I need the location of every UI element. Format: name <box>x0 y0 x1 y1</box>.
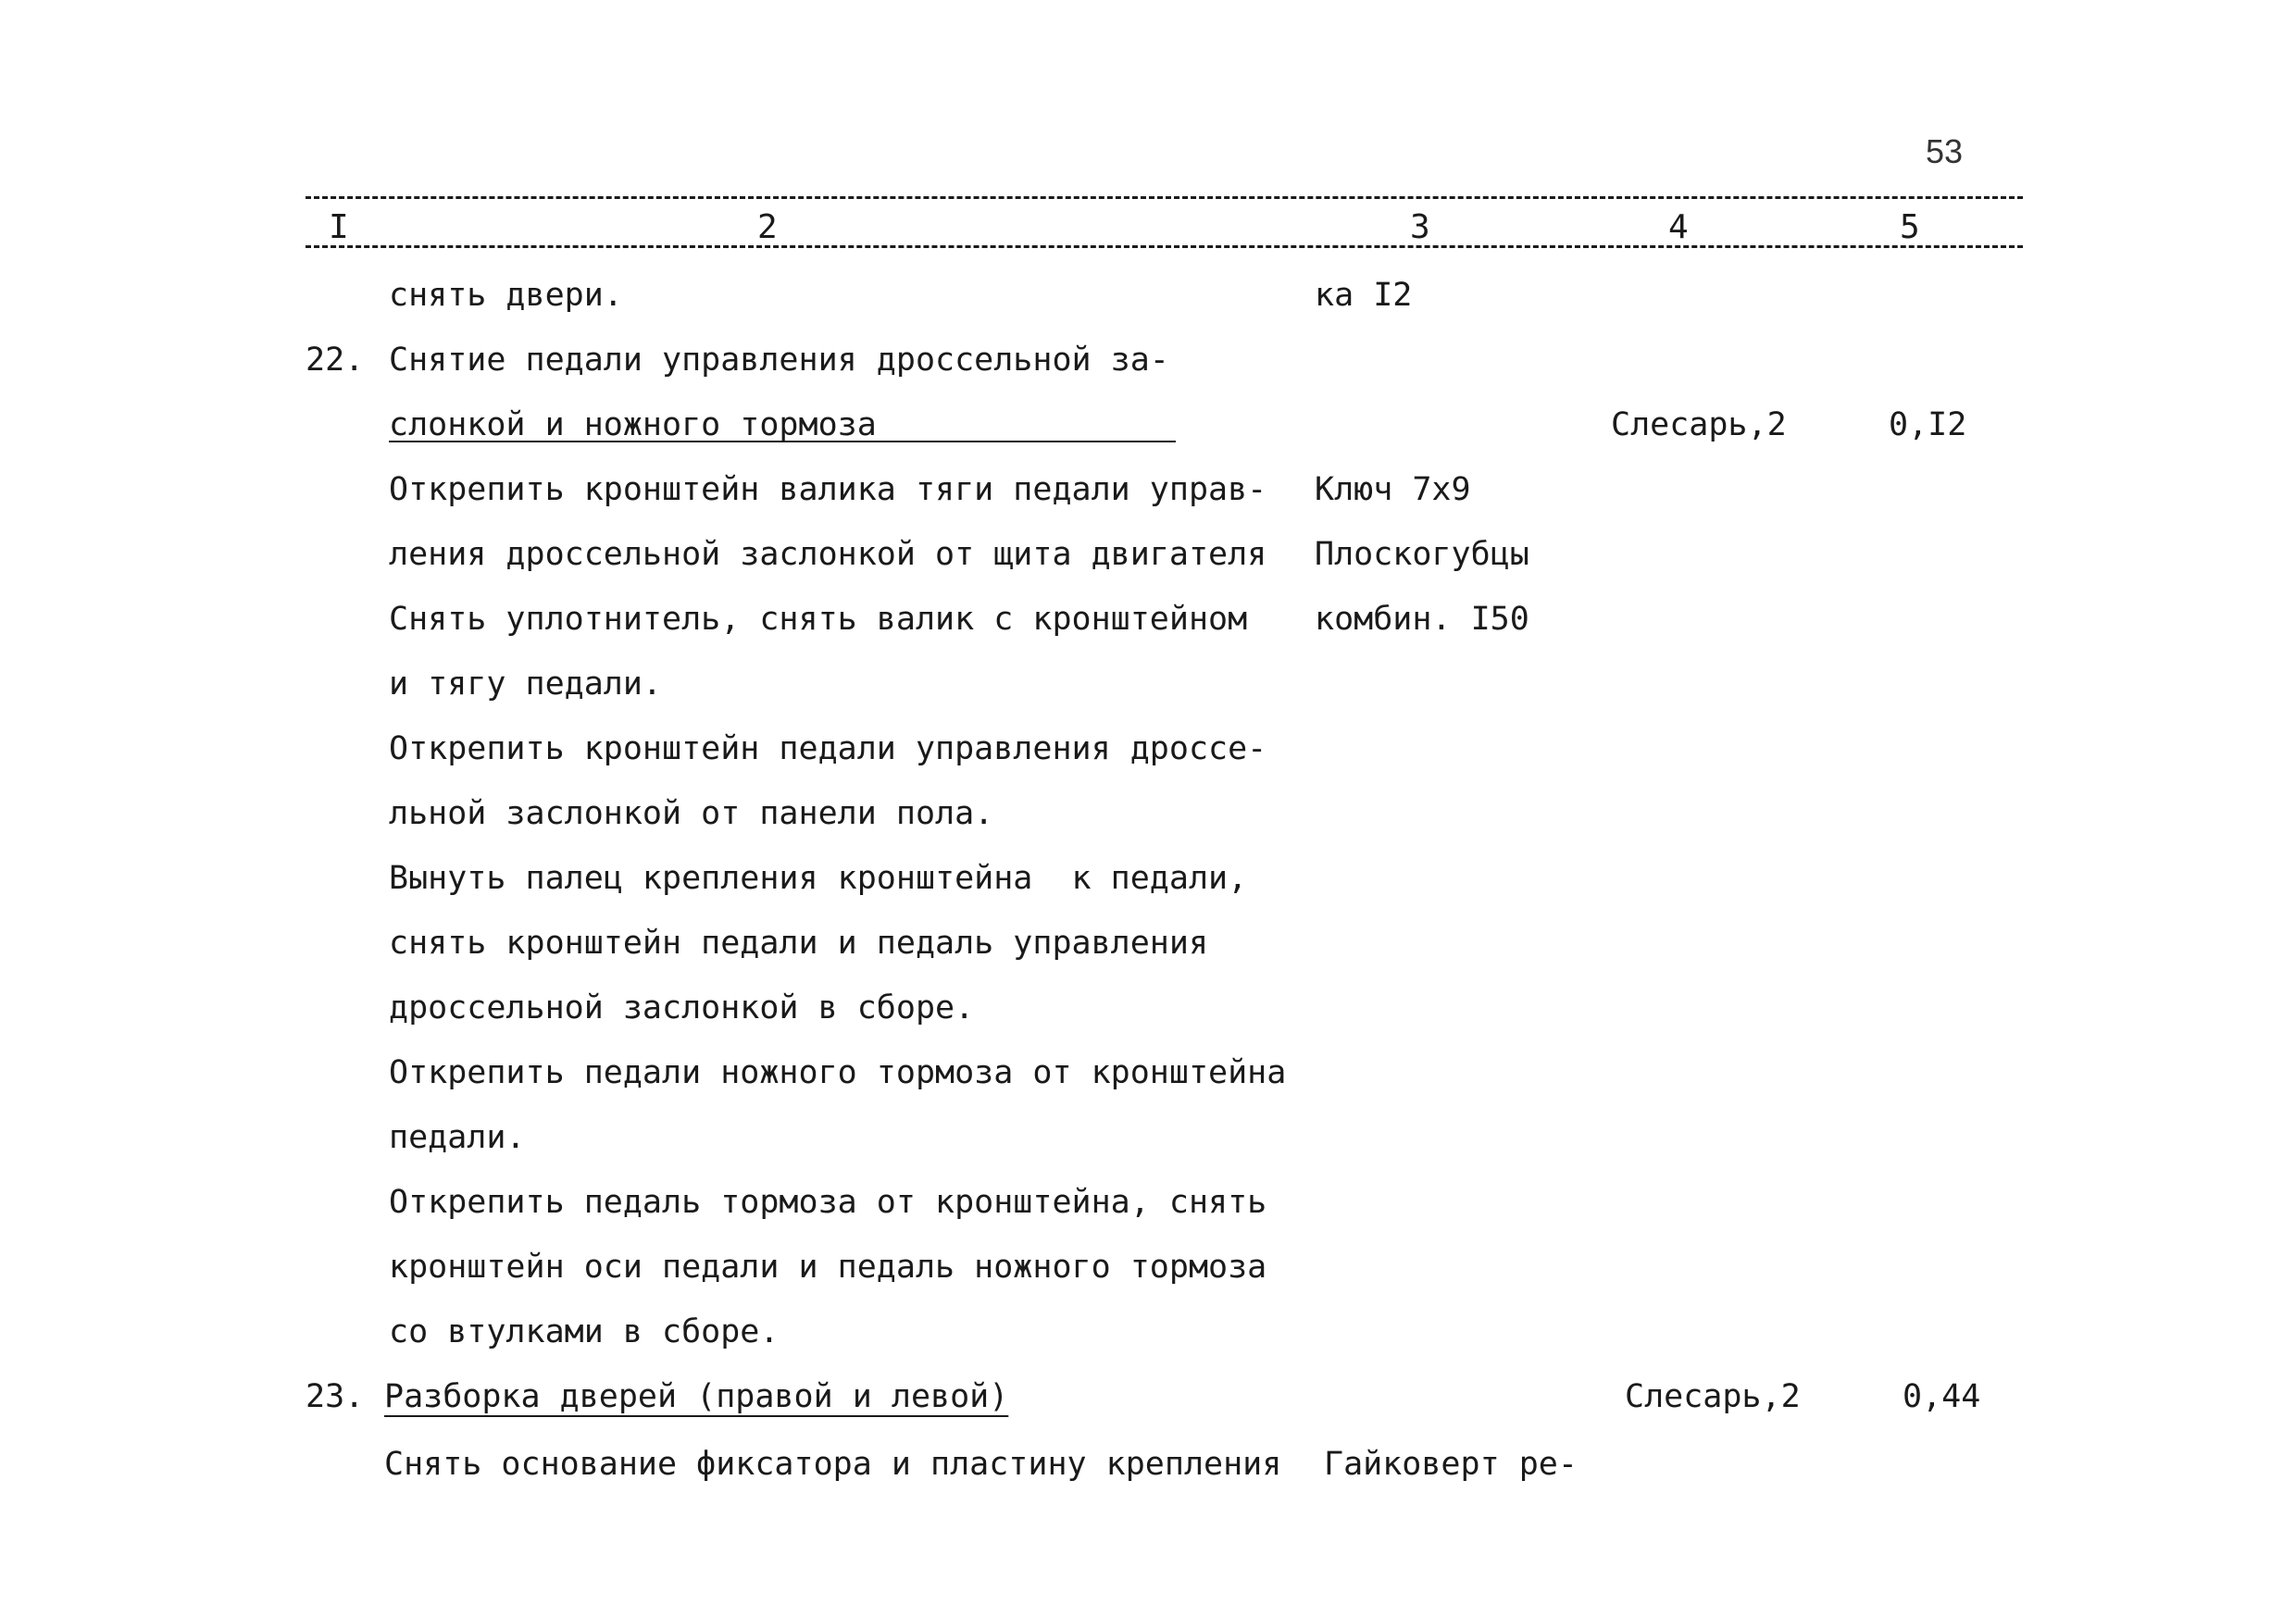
page-number: 53 <box>1926 132 1964 170</box>
column-number-5: 5 <box>1900 208 1920 246</box>
column-number-1: I <box>329 208 349 246</box>
operation-number: 23. <box>306 1378 365 1415</box>
operation-text: Открепить педаль тормоза от кронштейна, снять <box>389 1184 1267 1221</box>
operation-text: Снять основание фиксатора и пластину крепления <box>384 1446 1282 1483</box>
time-norm: 0,I2 <box>1889 406 1967 443</box>
column-number-3: 3 <box>1410 208 1430 246</box>
operation-title-continued: слонкой и ножного тормоза <box>389 406 877 443</box>
operation-title: Снятие педали управления дроссельной за- <box>389 342 1169 379</box>
operation-number: 22. <box>306 342 365 379</box>
tool-text: комбин. I50 <box>1315 601 1529 638</box>
column-number-2: 2 <box>757 208 778 246</box>
operation-text: со втулками в сборе. <box>389 1313 780 1350</box>
worker-category: Слесарь,2 <box>1625 1378 1801 1415</box>
operation-text: Снять уплотнитель, снять валик с кронштейном <box>389 601 1248 638</box>
header-rule-bottom <box>306 245 2023 248</box>
operation-title: Разборка дверей (правой и левой) <box>384 1378 1009 1415</box>
operation-text: снять двери. <box>389 277 623 314</box>
tool-text: ка I2 <box>1315 277 1413 314</box>
operation-text: дроссельной заслонкой в сборе. <box>389 989 975 1026</box>
operation-text: льной заслонкой от панели пола. <box>389 795 994 832</box>
tool-text: Плоскогубцы <box>1315 536 1529 573</box>
tool-text: Гайковерт ре- <box>1324 1446 1578 1483</box>
time-norm: 0,44 <box>1903 1378 1981 1415</box>
title-underline <box>389 441 1176 442</box>
operation-text: и тягу педали. <box>389 665 663 703</box>
operation-text: ления дроссельной заслонкой от щита двигателя <box>389 536 1267 573</box>
worker-category: Слесарь,2 <box>1611 406 1787 443</box>
operation-text: Открепить кронштейн педали управления дроссе- <box>389 730 1267 767</box>
operation-text: Открепить кронштейн валика тяги педали управ- <box>389 471 1267 508</box>
operation-text: кронштейн оси педали и педаль ножного тормоза <box>389 1249 1267 1286</box>
operation-text: педали. <box>389 1119 526 1156</box>
operation-text: Открепить педали ножного тормоза от кронштейна <box>389 1054 1287 1091</box>
operation-text: Вынуть палец крепления кронштейна к педали, <box>389 860 1248 897</box>
column-number-4: 4 <box>1668 208 1689 246</box>
operation-text: снять кронштейн педали и педаль управления <box>389 925 1209 962</box>
header-rule-top <box>306 196 2023 199</box>
tool-text: Ключ 7х9 <box>1315 471 1471 508</box>
